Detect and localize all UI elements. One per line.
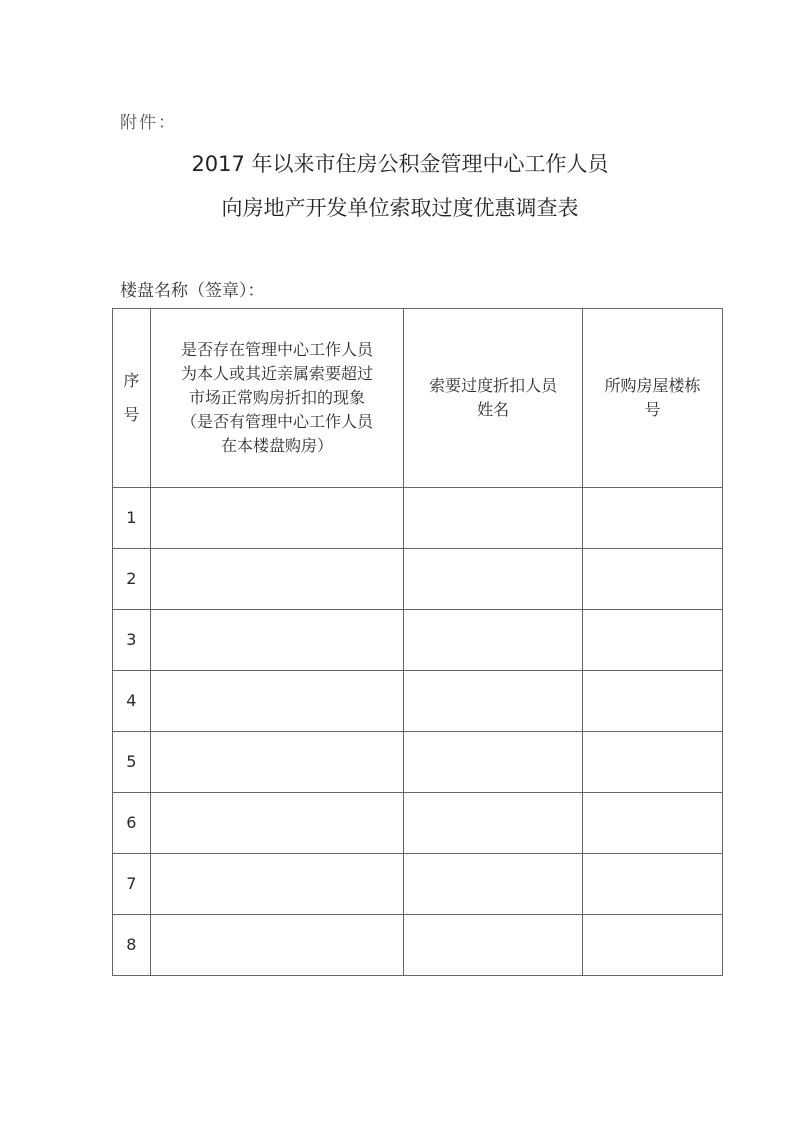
table-header-row	[113, 309, 723, 488]
cell-person-name[interactable]	[404, 610, 583, 671]
cell-person-name[interactable]	[404, 915, 583, 976]
cell-existence[interactable]	[150, 732, 403, 793]
header-existence-question	[150, 309, 403, 488]
row-number: 8	[113, 915, 151, 976]
cell-existence[interactable]	[150, 488, 403, 549]
header-text: 市场正常购房折扣的现象	[188, 388, 365, 407]
cell-building-number[interactable]	[582, 610, 722, 671]
header-text: 是否存在管理中心工作人员	[180, 340, 373, 359]
attachment-label: 附件：	[120, 113, 177, 133]
cell-person-name[interactable]	[404, 854, 583, 915]
cell-existence[interactable]	[150, 793, 403, 854]
table-row	[113, 732, 723, 793]
header-text: （是否有管理中心工作人员	[180, 412, 373, 431]
row-number: 1	[113, 488, 151, 549]
cell-building-number[interactable]	[582, 793, 722, 854]
header-text: 序	[123, 371, 140, 390]
row-number: 3	[113, 610, 151, 671]
cell-existence[interactable]	[150, 610, 403, 671]
cell-person-name[interactable]	[404, 671, 583, 732]
cell-building-number[interactable]	[582, 854, 722, 915]
cell-building-number[interactable]	[582, 732, 722, 793]
cell-building-number[interactable]	[582, 549, 722, 610]
header-text: 号	[123, 405, 140, 424]
cell-building-number[interactable]	[582, 671, 722, 732]
cell-existence[interactable]	[150, 549, 403, 610]
cell-existence[interactable]	[150, 915, 403, 976]
cell-building-number[interactable]	[582, 488, 722, 549]
property-name-label: 楼盘名称（签章）：	[120, 281, 265, 301]
header-text: 为本人或其近亲属索要超过	[180, 364, 373, 383]
header-person-name	[404, 309, 583, 488]
table-row	[113, 854, 723, 915]
row-number: 4	[113, 671, 151, 732]
row-number: 6	[113, 793, 151, 854]
table-row	[113, 793, 723, 854]
header-text: 所购房屋楼栋	[604, 376, 701, 395]
table-row	[113, 610, 723, 671]
header-text: 号	[644, 400, 661, 419]
table-row	[113, 915, 723, 976]
survey-table	[112, 308, 723, 976]
table-row	[113, 488, 723, 549]
row-number: 5	[113, 732, 151, 793]
header-text: 索要过度折扣人员	[429, 376, 558, 395]
cell-person-name[interactable]	[404, 732, 583, 793]
cell-person-name[interactable]	[404, 793, 583, 854]
cell-existence[interactable]	[150, 671, 403, 732]
cell-person-name[interactable]	[404, 549, 583, 610]
row-number: 7	[113, 854, 151, 915]
header-text: 在本楼盘购房）	[220, 436, 333, 455]
table-row	[113, 671, 723, 732]
title-line-2: 向房地产开发单位索取过度优惠调查表	[221, 196, 579, 220]
row-number: 2	[113, 549, 151, 610]
cell-person-name[interactable]	[404, 488, 583, 549]
cell-building-number[interactable]	[582, 915, 722, 976]
header-text: 姓名	[477, 400, 510, 419]
header-building-number	[582, 309, 722, 488]
title-line-1: 2017 年以来市住房公积金管理中心工作人员	[191, 152, 609, 176]
cell-existence[interactable]	[150, 854, 403, 915]
header-serial-number	[113, 309, 151, 488]
table-row	[113, 549, 723, 610]
